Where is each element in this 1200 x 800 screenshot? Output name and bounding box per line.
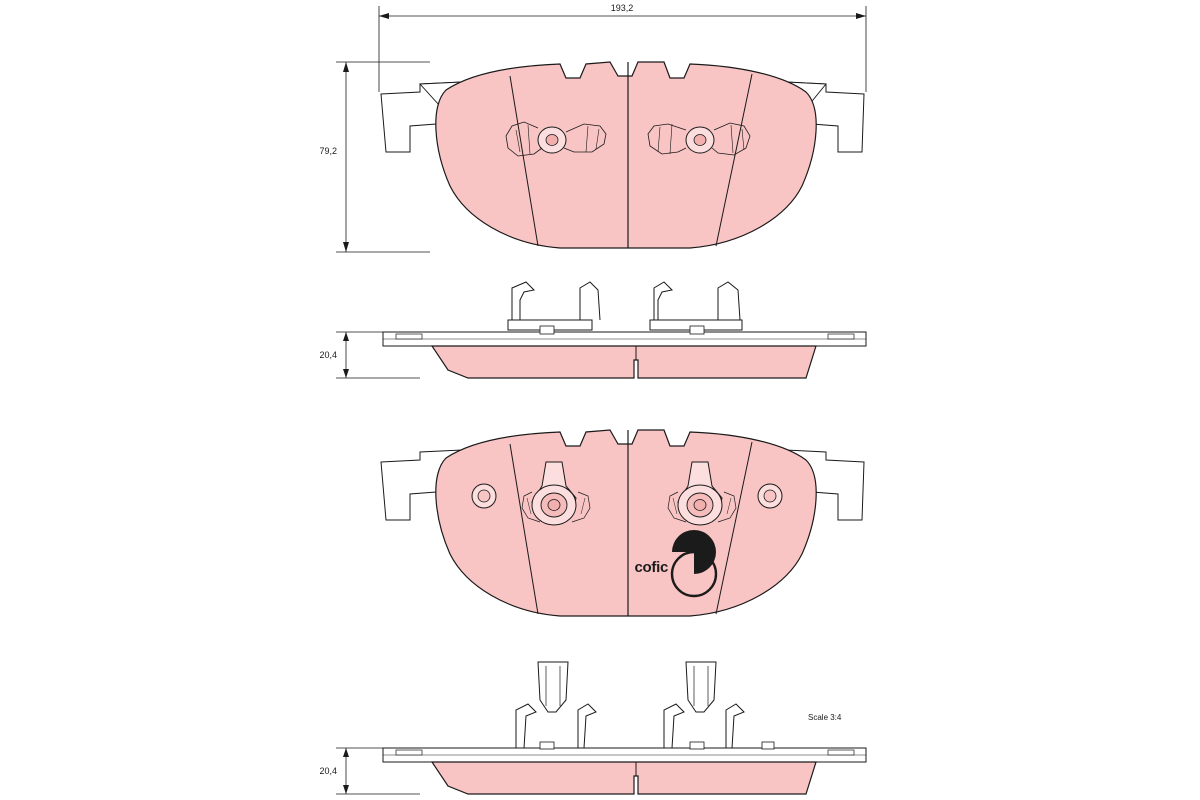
dimension-thickness-bottom-label: 20,4 [319, 766, 337, 776]
dimension-thickness-top-label: 20,4 [319, 350, 337, 360]
brand-label: cofic [634, 559, 668, 576]
dimension-height-label: 79,2 [319, 146, 337, 156]
retaining-pins-lower [516, 662, 744, 748]
pad-front-view-lower [381, 430, 864, 616]
spring-clips-upper [508, 282, 742, 330]
pad-side-view-upper [383, 282, 866, 378]
pad-side-view-lower [383, 662, 866, 794]
scale-note: Scale 3:4 [808, 713, 842, 722]
pad-front-view-upper [381, 62, 864, 248]
dimension-height [319, 62, 430, 252]
dimension-width-label: 193,2 [610, 3, 634, 13]
